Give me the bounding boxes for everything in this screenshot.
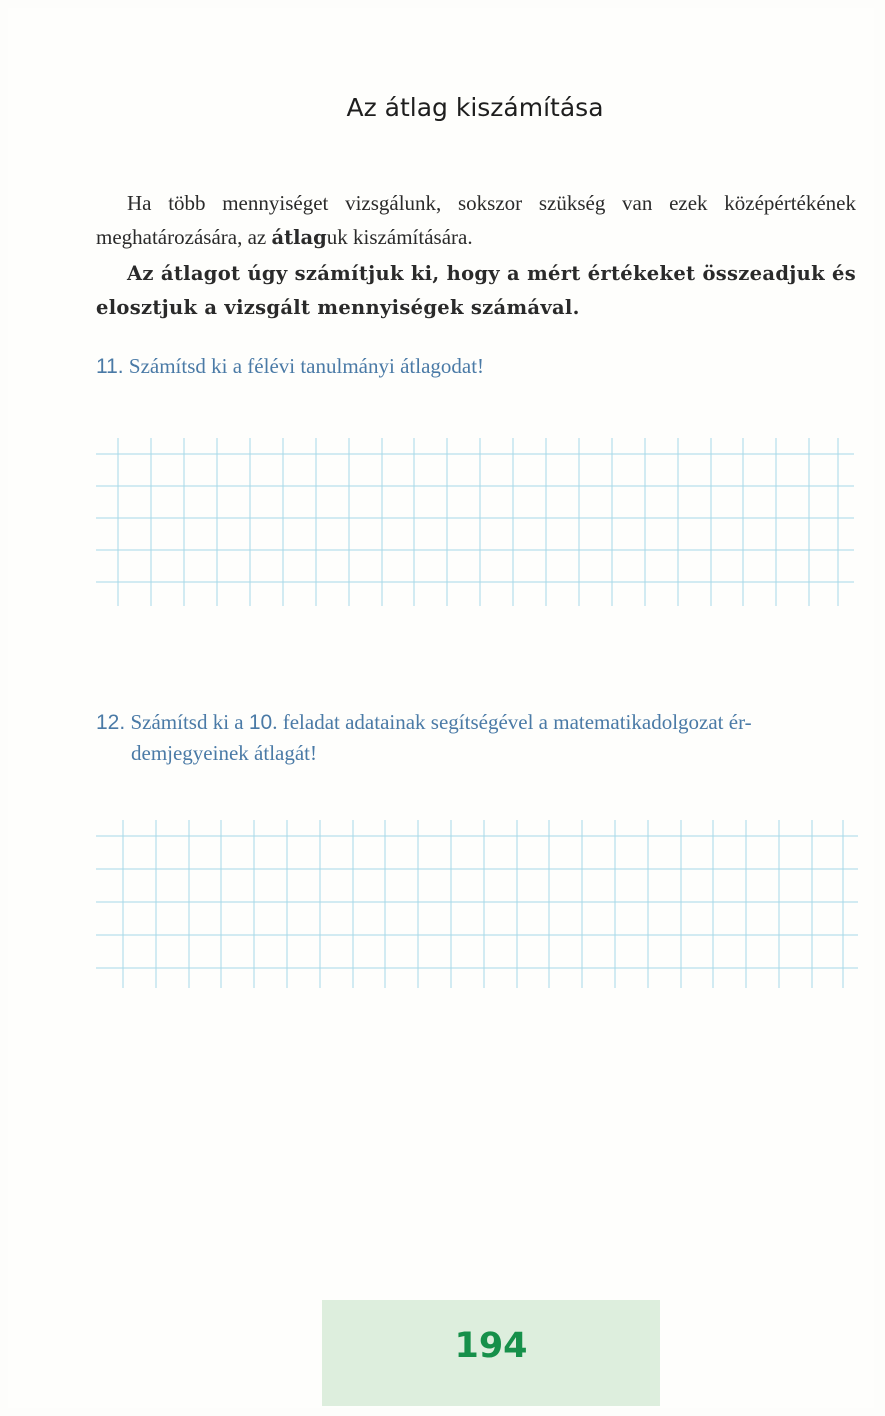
task-11-text: Számítsd ki a félévi tanulmányi átlagodat! bbox=[128, 354, 485, 378]
task-12 bbox=[96, 707, 861, 769]
task-12-text-b: . feladat adatainak segítségével a matematikadolgozat ér- bbox=[272, 710, 752, 734]
page-title: Az átlag kiszámítása bbox=[346, 93, 604, 122]
page-number-box bbox=[322, 1300, 660, 1406]
intro-paragraph bbox=[96, 186, 856, 255]
task-12-number: 12. bbox=[96, 711, 126, 734]
rule-paragraph: Az átlagot úgy számítjuk ki, hogy a mért értékeket összeadjuk és elosztjuk a vizsgált mennyiségek számával. bbox=[96, 262, 856, 319]
task-11-number: 11. bbox=[96, 355, 124, 378]
answer-grid-12[interactable] bbox=[96, 818, 862, 990]
page-number: 194 bbox=[454, 1326, 528, 1366]
task-11 bbox=[96, 351, 861, 382]
task-12-reference: 10 bbox=[248, 711, 273, 734]
task-12-text-c: demjegyeinek átlagát! bbox=[131, 741, 317, 765]
task-12-text-a: Számítsd ki a bbox=[130, 710, 249, 734]
intro-text-1: Ha több mennyiséget vizsgálunk, sokszor szükség van ezek középértékének meghatározására, az bbox=[96, 191, 856, 249]
intro-text-2: uk kiszámítására. bbox=[326, 225, 473, 249]
intro-bold-term: átlag bbox=[271, 226, 327, 249]
answer-grid-11[interactable] bbox=[96, 436, 858, 608]
